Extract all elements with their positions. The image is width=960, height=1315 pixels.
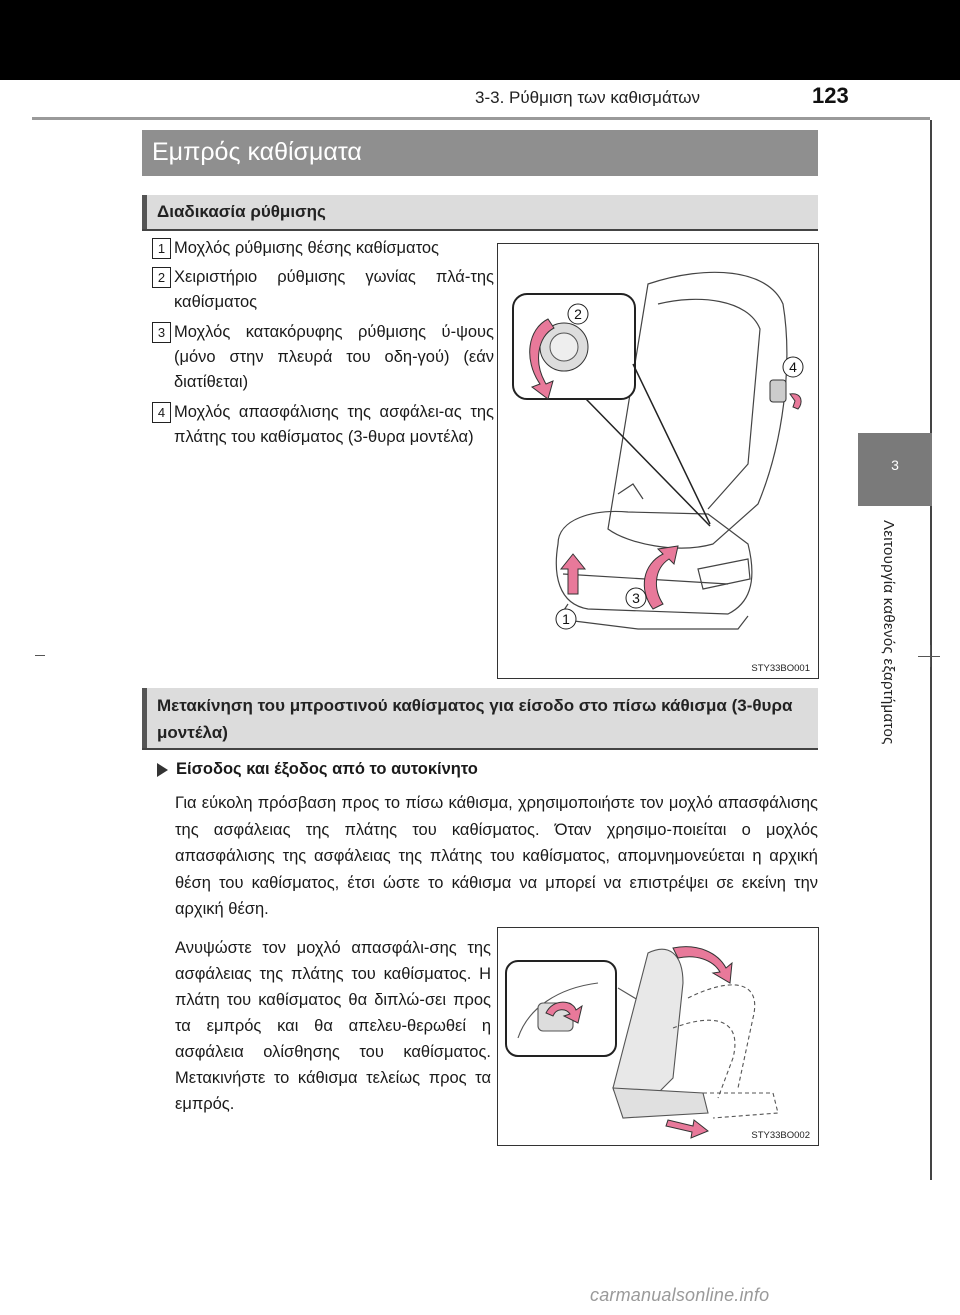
instruction-paragraph: Ανυψώστε τον μοχλό απασφάλι-σης της ασφάλειας της πλάτης του καθίσματος. Η πλάτη του καθίσματος θα διπλώ-σει προς τα εμπρός και θα απελευ-θερωθεί η ασφάλεια ολίσθησης του καθίσματος. Μετακινήστε το κάθισμα τελείως προς τα εμπρός. <box>175 939 491 1113</box>
top-black-band <box>0 0 960 80</box>
chapter-title-vertical: Λειτουργία καθενός εξαρτήματος <box>880 520 897 745</box>
list-item-text: Χειριστήριο ρύθμισης γωνίας πλά-της καθίσματος <box>174 268 494 311</box>
header-rule <box>32 117 930 120</box>
seat-illustration <box>498 244 818 678</box>
number-badge: 2 <box>152 267 171 288</box>
chapter-tab-number: 3 <box>891 457 899 473</box>
subheading-adjustment <box>142 195 818 231</box>
number-badge: 4 <box>152 402 171 423</box>
callout-3: 3 <box>632 590 640 606</box>
seat-fold-illustration <box>498 928 818 1145</box>
subheading-text: Διαδικασία ρύθμισης <box>157 202 326 221</box>
list-item-text: Μοχλός κατακόρυφης ρύθμισης ύ-ψους (μόνο στην πλευρά του οδη-γού) (εάν διατίθεται) <box>174 323 494 391</box>
subheading-text: Μετακίνηση του μπροστινού καθίσματος για είσοδο στο πίσω κάθισμα (3-θυρα μοντέλα) <box>157 696 793 742</box>
figure-code: STY33BO001 <box>751 663 810 674</box>
figure-code: STY33BO002 <box>751 1130 810 1141</box>
subheading-accent <box>142 195 147 229</box>
callout-2: 2 <box>574 306 582 322</box>
crop-mark <box>35 655 45 656</box>
number-badge: 1 <box>152 238 171 259</box>
list-item-text: Μοχλός απασφάλισης της ασφάλει-ας της πλάτης του καθίσματος (3-θυρα μοντέλα) <box>174 403 494 446</box>
body-paragraph: Για εύκολη πρόσβαση προς το πίσω κάθισμα, χρησιμοποιήστε τον μοχλό απασφάλισης της ασφάλειας της πλάτης του καθίσματος. Όταν χρησιμο-ποιείται ο μοχλός απασφάλισης της ασφάλειας της πλάτης του καθίσματος, απομνημονεύεται η αρχική θέση του καθίσματος, έτσι ώστε το κάθισμα να μπορεί να επιστρέψει σε εκείνη την αρχική θέση. <box>175 794 818 918</box>
list-item <box>152 400 492 476</box>
list-item <box>152 236 492 262</box>
bullet-heading <box>160 760 478 779</box>
list-item <box>152 265 492 317</box>
callout-1: 1 <box>562 611 570 627</box>
list-item <box>152 320 492 396</box>
main-title: Εμπρός καθίσματα <box>152 138 362 166</box>
header-section-title: 3-3. Ρύθμιση των καθισμάτων <box>475 88 701 107</box>
watermark: carmanualsonline.info <box>590 1285 770 1305</box>
number-badge: 3 <box>152 322 171 343</box>
subheading-rear-access <box>142 688 818 750</box>
subheading-accent <box>142 688 147 748</box>
callout-4: 4 <box>789 359 797 375</box>
list-item-text: Μοχλός ρύθμισης θέσης καθίσματος <box>174 239 440 257</box>
main-title-bar <box>142 130 818 176</box>
crop-mark <box>918 656 940 657</box>
bullet-heading-text: Είσοδος και έξοδος από το αυτοκίνητο <box>176 760 478 778</box>
chapter-tab <box>858 433 932 506</box>
seat-fold-figure <box>497 927 819 1146</box>
seat-adjustment-figure <box>497 243 819 679</box>
page-number: 123 <box>812 83 849 108</box>
